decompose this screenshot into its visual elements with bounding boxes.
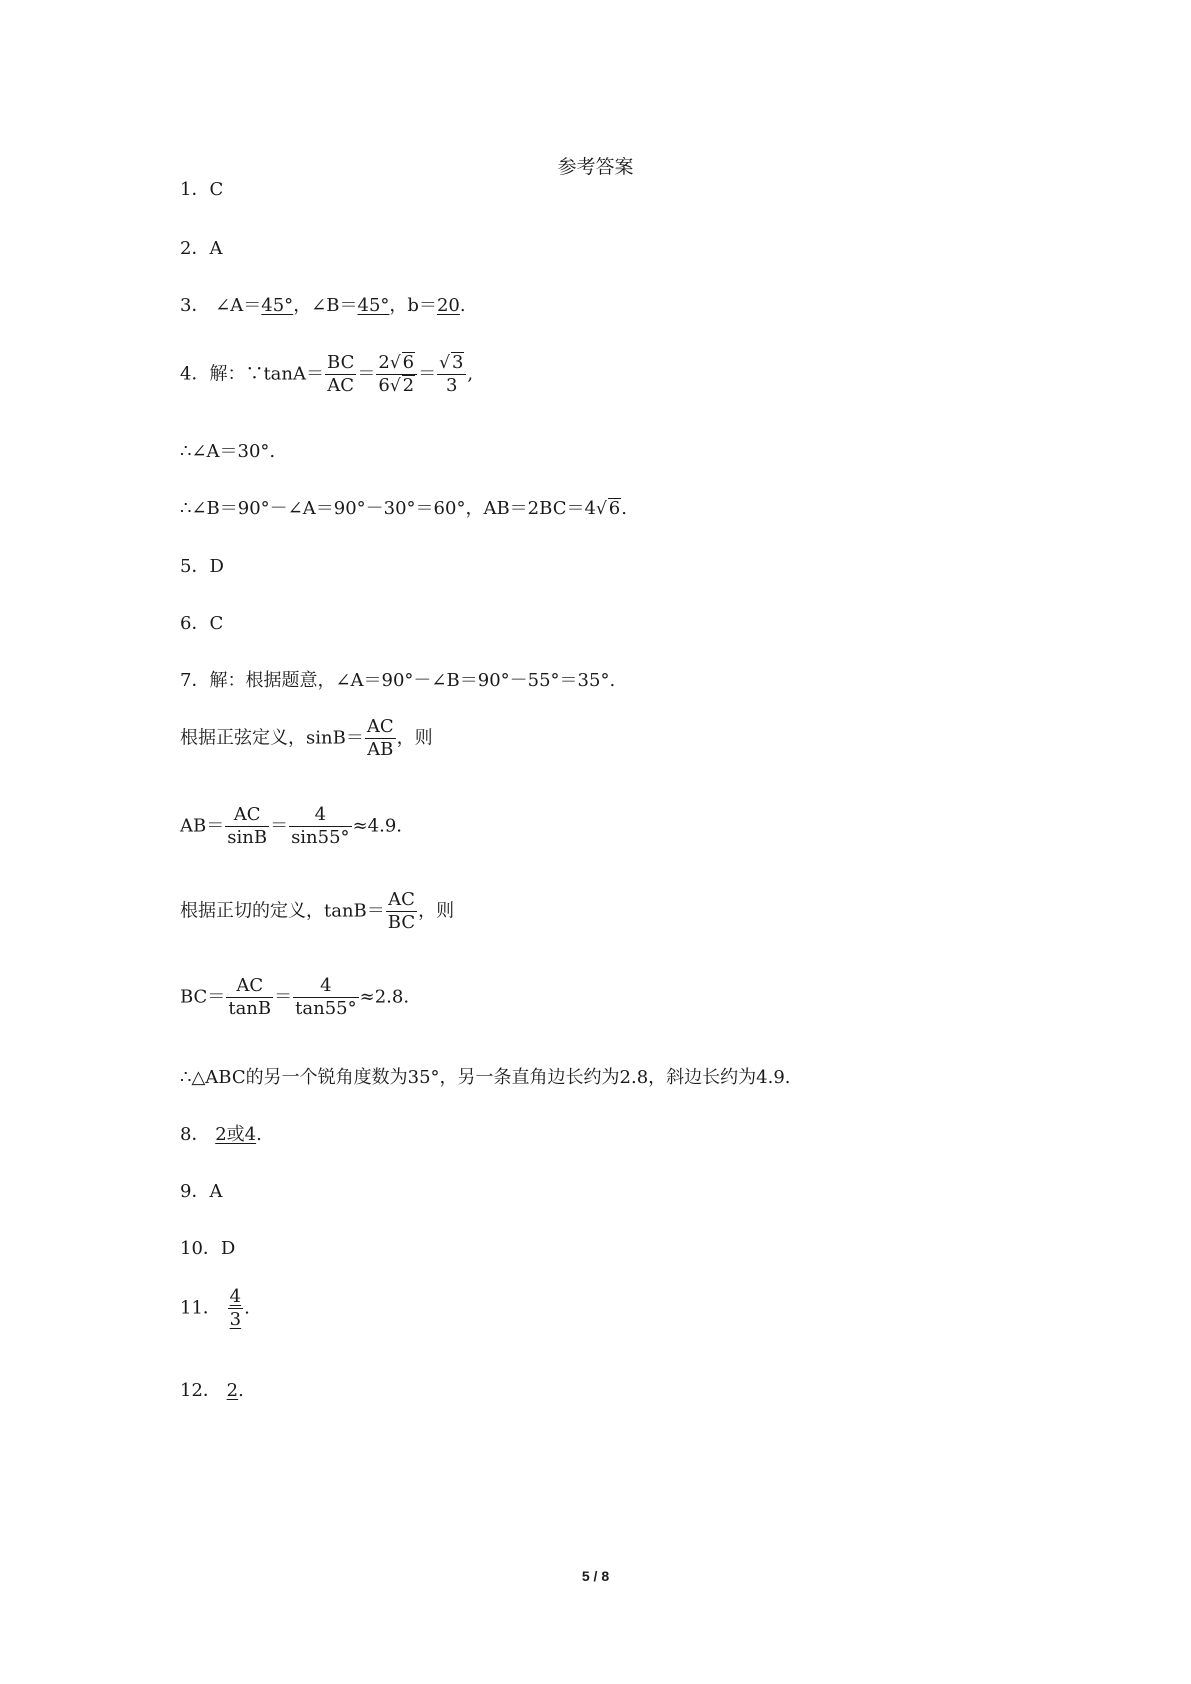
answer-8	[180, 1123, 262, 1147]
answer-12-end: .	[238, 1380, 244, 1401]
radicand: 6	[402, 352, 415, 373]
equals-sign: ＝	[418, 363, 437, 385]
answer-12-number: 12．	[180, 1380, 221, 1401]
radicand: 3	[451, 352, 464, 373]
fraction-numerator: AC	[225, 804, 269, 827]
fraction-numerator: 4	[293, 975, 358, 998]
fraction-ac-sinb	[225, 804, 269, 849]
fraction-denominator: 3	[446, 375, 458, 396]
answer-3-number: 3．	[180, 295, 210, 316]
fraction-4-sin55	[289, 804, 352, 849]
fraction-numerator: 4	[229, 1286, 242, 1307]
fraction-denominator: sinB	[227, 827, 268, 848]
radicand: 2	[402, 375, 415, 396]
answer-1: 1．C	[180, 179, 224, 200]
ab-intro: AB＝	[180, 815, 225, 837]
fraction-denominator: AC	[327, 375, 355, 396]
fraction-numerator: 4	[289, 804, 352, 827]
fraction-denominator: AB	[367, 739, 394, 760]
bc-result: ≈2.8.	[359, 986, 410, 1008]
answer-8-value: 2或4	[215, 1124, 257, 1145]
equals-sign: ＝	[357, 363, 376, 385]
fraction-denominator: tan55°	[295, 998, 357, 1019]
angle-b-label: ，∠B＝	[293, 295, 358, 316]
answer-4	[180, 352, 473, 397]
sqrt-symbol: √	[389, 353, 401, 373]
answer-11-number: 11．	[180, 1297, 221, 1319]
tangent-intro: 根据正切的定义，tanB＝	[180, 900, 385, 922]
fraction-radicals	[376, 352, 417, 397]
fraction-denominator: tanB	[228, 998, 272, 1019]
angle-b-value: 45°	[357, 295, 390, 316]
bc-intro: BC＝	[180, 986, 226, 1008]
fraction-4-3	[228, 1286, 243, 1331]
ab-result: ≈4.9.	[352, 815, 402, 837]
angle-a-value: 45°	[261, 295, 294, 316]
answer-7: 7．解：根据题意，∠A＝90°－∠B＝90°－55°＝35°.	[180, 670, 616, 691]
numerator-coefficient: 2	[378, 352, 390, 373]
answer-9: 9．A	[180, 1181, 223, 1202]
fraction-sqrt3-3	[437, 352, 466, 397]
answer-4-step-3-end: .	[621, 498, 627, 519]
fraction-ac-bc	[386, 889, 417, 934]
answer-10: 10．D	[180, 1238, 236, 1259]
sqrt-symbol: √	[389, 376, 401, 396]
answer-4-step-2: ∴∠A＝30°.	[180, 441, 276, 462]
sine-end: ，则	[396, 727, 433, 749]
fraction-4-tan55	[293, 975, 358, 1020]
sine-intro: 根据正弦定义，sinB＝	[180, 727, 364, 749]
page-title: 参考答案	[557, 156, 634, 178]
answer-3	[180, 294, 466, 318]
answer-6: 6．C	[180, 613, 224, 634]
answer-8-end: .	[256, 1124, 262, 1145]
fraction-ac-tanb	[226, 975, 273, 1020]
answer-5: 5．D	[180, 556, 224, 577]
answer-7-bc-calculation	[180, 975, 409, 1020]
sqrt-symbol: √	[439, 353, 450, 373]
answer-4-end: ,	[467, 363, 474, 385]
fraction-denominator: BC	[387, 912, 416, 933]
answer-12-value: 2	[226, 1380, 239, 1401]
answer-3-end: .	[459, 295, 466, 316]
fraction-numerator: AC	[386, 889, 417, 912]
answer-7-conclusion: ∴△ABC的另一个锐角度数为35°，另一条直角边长约为2.8，斜边长约为4.9.	[180, 1067, 791, 1088]
b-value: 20	[436, 295, 460, 316]
fraction-numerator: AC	[366, 716, 394, 737]
denominator-coefficient: 6	[378, 375, 390, 396]
answer-4-step-3-text: ∴∠B＝90°－∠A＝90°－30°＝60°，AB＝2BC＝4	[180, 498, 596, 519]
fraction-bc-ac	[325, 352, 356, 397]
sqrt-symbol: √	[595, 499, 607, 519]
equals-sign: ＝	[270, 815, 289, 837]
page-number: 5 / 8	[581, 1568, 610, 1584]
answer-11-end: .	[244, 1297, 250, 1319]
answer-2: 2．A	[180, 238, 223, 259]
answer-11	[180, 1286, 250, 1331]
answer-7-tangent-definition	[180, 889, 454, 934]
tangent-end: ，则	[418, 900, 455, 922]
b-label: ，b＝	[389, 295, 437, 316]
answer-7-sine-definition	[180, 716, 433, 761]
answer-7-ab-calculation	[180, 804, 402, 849]
answer-4-intro: 4．解：∵tanA＝	[180, 363, 325, 385]
radicand: 6	[608, 498, 621, 519]
fraction-numerator: BC	[327, 352, 355, 373]
fraction-ac-ab	[365, 716, 396, 761]
equals-sign: ＝	[274, 986, 293, 1008]
answer-12	[180, 1379, 244, 1403]
answer-4-step-3	[180, 497, 627, 521]
fraction-denominator: sin55°	[291, 827, 350, 848]
angle-a-label: ∠A＝	[215, 295, 262, 316]
answer-8-number: 8．	[180, 1124, 210, 1145]
fraction-denominator: 3	[229, 1309, 242, 1330]
fraction-numerator: AC	[226, 975, 273, 998]
